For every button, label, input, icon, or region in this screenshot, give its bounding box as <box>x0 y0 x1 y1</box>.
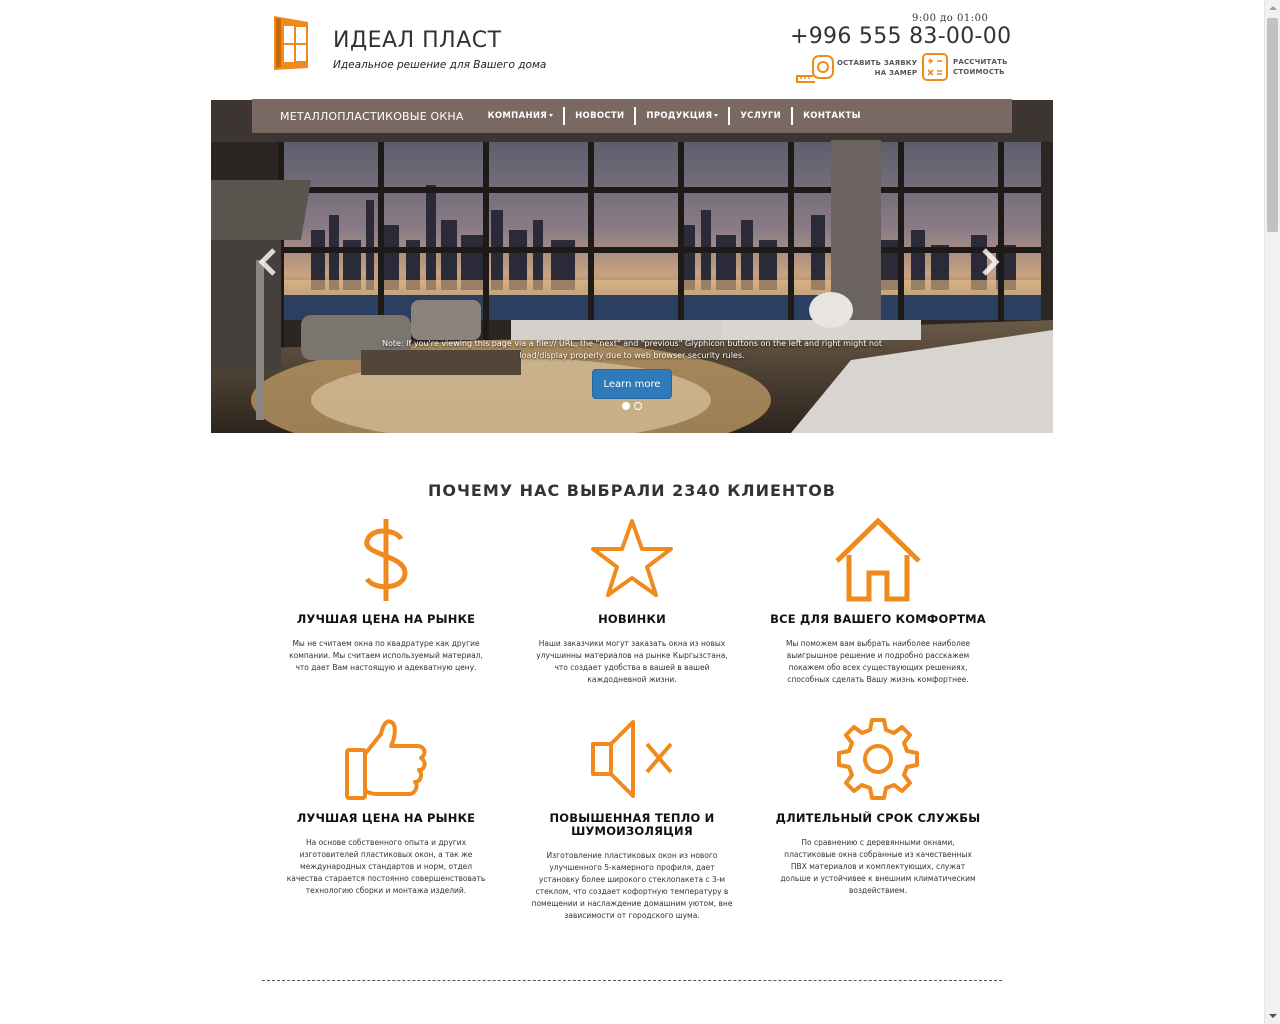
tape-measure-icon <box>795 52 835 84</box>
calc-label-1: РАССЧИТАТЬ <box>953 58 1008 66</box>
feature-text: Изготовление пластиковых окон из нового улучшенного 5-камерного профиля, дает установку более широкого стеклопакета с 3-м стеклом, что создает кофортную температуру в помещении и наслаждение домашним уютом, вне зависимости от городского шума. <box>531 851 733 920</box>
caret-down-icon <box>549 114 553 117</box>
feature-title: ВСЕ ДЛЯ ВАШЕГО КОМФОРТМА <box>770 612 986 626</box>
feature-title: ПОВЫШЕННАЯ ТЕПЛО И ШУМОИЗОЛЯЦИЯ <box>549 811 715 838</box>
scroll-down-arrow-icon[interactable] <box>1265 1008 1280 1024</box>
feature-title: ЛУЧШАЯ ЦЕНА НА РЫНКЕ <box>296 612 476 626</box>
site-title[interactable]: ИДЕАЛ ПЛАСТ <box>333 28 502 53</box>
nav-item-services[interactable]: УСЛУГИ <box>740 111 782 121</box>
scrollbar-thumb[interactable] <box>1267 18 1278 232</box>
nav-item-news[interactable]: НОВОСТИ <box>575 111 625 121</box>
calculate-cost-link[interactable] <box>921 52 1008 82</box>
calc-label-2: СТОИМОСТЬ <box>953 68 1005 76</box>
measure-label-1: ОСТАВИТЬ ЗАЯВКУ <box>837 59 918 67</box>
house-icon <box>833 515 923 605</box>
feature-card <box>522 714 742 922</box>
phone-number[interactable]: +996 555 83-00-00 <box>790 24 1012 49</box>
site-tagline: Идеальное решение для Вашего дома <box>333 59 547 71</box>
feature-text: Мы не считаем окна по квадратуре как другие компании. Мы считаем используемый материал, что дает Вам настоящую и адекватную цену. <box>289 639 483 672</box>
carousel-prev-button[interactable] <box>256 248 280 280</box>
speaker-mute-icon <box>587 714 677 804</box>
measure-label-2: НА ЗАМЕР <box>874 69 918 77</box>
caption-line-1: Note: If you're viewing this page via a file:// URL, the "next" and "previous" Glyphicon buttons on the left and right might not <box>381 339 883 348</box>
nav-item-products[interactable]: ПРОДУКЦИЯ <box>636 107 728 125</box>
chevron-left-icon <box>256 248 280 276</box>
scroll-up-arrow-icon[interactable] <box>1265 0 1280 16</box>
main-navigation <box>252 99 1012 133</box>
learn-more-button[interactable]: Learn more <box>592 369 672 399</box>
feature-title: НОВИНКИ <box>598 612 666 626</box>
feature-text: На основе собственного опыта и других изготовителей пластиковых окон, а так же международных стандартов и норм, отдел качества старается постоянно совершенствовать технологию сборки и монтажа изделий. <box>286 838 486 895</box>
gear-icon <box>833 714 923 804</box>
request-measure-link[interactable] <box>795 52 917 84</box>
window-logo-icon[interactable] <box>272 14 312 72</box>
feature-card <box>522 515 742 686</box>
chevron-right-icon <box>978 248 1002 276</box>
features-title: ПОЧЕМУ НАС ВЫБРАЛИ 2340 КЛИЕНТОВ <box>428 481 836 500</box>
carousel-indicators <box>622 402 642 410</box>
caret-down-icon <box>714 114 718 117</box>
feature-card <box>276 714 496 897</box>
section-divider <box>262 980 1002 981</box>
caption-line-2: load/display properly due to web browser security rules. <box>519 351 745 360</box>
feature-text: Наши заказчики могут заказать окна из новых улучшинны материалов на рынке Кыргызстана, что создает удобства в вашей в вашей каждодневной жизни. <box>536 639 728 684</box>
feature-title: ЛУЧШАЯ ЦЕНА НА РЫНКЕ <box>296 811 476 825</box>
feature-text: Мы поможем вам выбрать наиболее наиболее выигрышное решение и подробно расскажем покажем обо всех существующих решениях, способных сделать Вашу жизнь комфортнее. <box>785 639 971 684</box>
feature-card <box>768 714 988 897</box>
calculator-icon <box>921 52 949 82</box>
dollar-icon <box>341 515 431 605</box>
feature-card <box>276 515 496 674</box>
page-scrollbar[interactable] <box>1264 0 1280 1024</box>
working-hours: 9:00 до 01:00 <box>912 13 989 24</box>
feature-card <box>768 515 988 686</box>
carousel-dot-2[interactable] <box>634 402 642 410</box>
carousel-next-button[interactable] <box>978 248 1002 280</box>
nav-brand[interactable]: МЕТАЛЛОПЛАСТИКОВЫЕ ОКНА <box>280 109 464 123</box>
carousel-dot-1[interactable] <box>622 402 630 410</box>
thumbs-up-icon <box>341 714 431 804</box>
nav-item-contacts[interactable]: КОНТАКТЫ <box>803 111 861 121</box>
carousel-caption <box>211 338 1053 362</box>
feature-title: ДЛИТЕЛЬНЫЙ СРОК СЛУЖБЫ <box>775 811 981 825</box>
nav-item-company[interactable]: КОМПАНИЯ <box>478 107 564 125</box>
feature-text: По сравнению с деревянными окнами, пластиковые окна собранные из качественных ПВХ материалов и комплектующих, служат дольше и устойчивее к внешним климатическим воздействием. <box>780 838 976 895</box>
star-icon <box>587 515 677 605</box>
